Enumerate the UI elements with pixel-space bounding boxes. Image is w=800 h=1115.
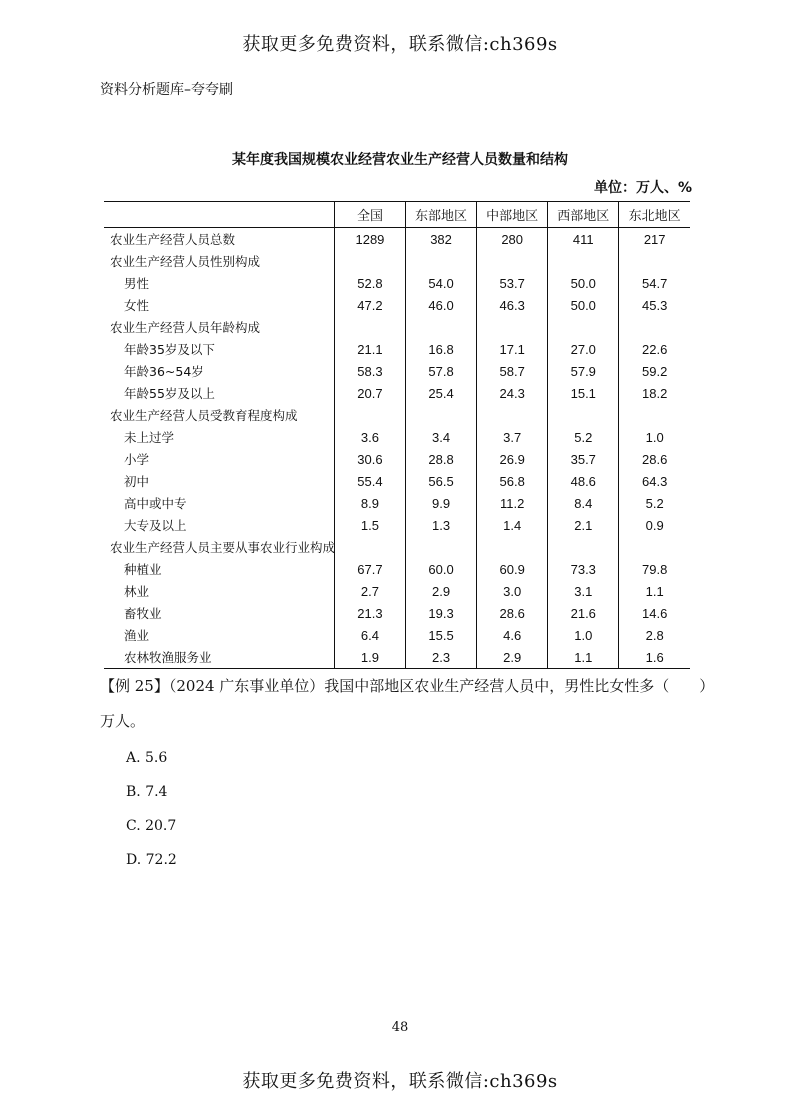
table-cell: 9.9 bbox=[406, 492, 477, 514]
table-cell bbox=[477, 404, 548, 426]
table-cell: 382 bbox=[406, 228, 477, 251]
table-cell bbox=[619, 316, 690, 338]
table-row bbox=[104, 448, 690, 470]
table-row bbox=[104, 646, 690, 669]
page-number: 48 bbox=[391, 1020, 409, 1035]
data-table bbox=[104, 201, 690, 669]
table-cell: 17.1 bbox=[477, 338, 548, 360]
table-cell bbox=[406, 250, 477, 272]
row-label: 种植业 bbox=[124, 562, 162, 577]
table-cell: 1.1 bbox=[619, 580, 690, 602]
table-cell bbox=[548, 250, 619, 272]
column-header bbox=[104, 202, 334, 228]
table-cell bbox=[334, 536, 405, 558]
table-cell: 3.1 bbox=[548, 580, 619, 602]
table-cell bbox=[406, 404, 477, 426]
table-cell: 28.6 bbox=[619, 448, 690, 470]
table-cell: 1289 bbox=[334, 228, 405, 251]
table-row bbox=[104, 580, 690, 602]
table-cell: 45.3 bbox=[619, 294, 690, 316]
table-row bbox=[104, 602, 690, 624]
table-cell: 53.7 bbox=[477, 272, 548, 294]
table-cell: 1.3 bbox=[406, 514, 477, 536]
table-cell: 3.4 bbox=[406, 426, 477, 448]
row-label: 初中 bbox=[124, 474, 150, 489]
table-cell: 2.3 bbox=[406, 646, 477, 669]
table-cell: 28.6 bbox=[477, 602, 548, 624]
table-row bbox=[104, 338, 690, 360]
option-d: D. 72.2 bbox=[126, 852, 177, 868]
table-row bbox=[104, 272, 690, 294]
table-cell: 18.2 bbox=[619, 382, 690, 404]
table-cell bbox=[477, 250, 548, 272]
category-label: 农业生产经营人员受教育程度构成 bbox=[110, 408, 298, 423]
table-row bbox=[104, 360, 690, 382]
option-a: A. 5.6 bbox=[126, 750, 168, 766]
page-header: 资料分析题库–夸夸刷 bbox=[100, 82, 233, 98]
table-cell: 11.2 bbox=[477, 492, 548, 514]
table-cell: 8.4 bbox=[548, 492, 619, 514]
table-row bbox=[104, 250, 690, 272]
table-cell: 4.6 bbox=[477, 624, 548, 646]
row-label: 年龄36~54岁 bbox=[124, 364, 204, 379]
row-label: 年龄35岁及以下 bbox=[124, 342, 215, 357]
table-row bbox=[104, 558, 690, 580]
table-cell: 19.3 bbox=[406, 602, 477, 624]
table-cell: 55.4 bbox=[334, 470, 405, 492]
table-cell: 58.7 bbox=[477, 360, 548, 382]
watermark-bottom: 获取更多免费资料，联系微信:ch369s bbox=[242, 1071, 558, 1092]
table-row bbox=[104, 228, 690, 251]
row-label: 女性 bbox=[124, 298, 150, 313]
table-cell: 56.8 bbox=[477, 470, 548, 492]
table-row bbox=[104, 470, 690, 492]
table-cell: 79.8 bbox=[619, 558, 690, 580]
table-cell: 1.1 bbox=[548, 646, 619, 669]
table-cell: 2.7 bbox=[334, 580, 405, 602]
category-label: 农业生产经营人员性别构成 bbox=[110, 254, 261, 269]
table-cell bbox=[619, 536, 690, 558]
table-title: 某年度我国规模农业经营农业生产经营人员数量和结构 bbox=[232, 152, 568, 168]
table-cell: 60.0 bbox=[406, 558, 477, 580]
table-cell bbox=[548, 404, 619, 426]
table-cell: 217 bbox=[619, 228, 690, 251]
table-cell: 30.6 bbox=[334, 448, 405, 470]
table-cell: 54.7 bbox=[619, 272, 690, 294]
table-cell: 1.6 bbox=[619, 646, 690, 669]
row-label: 林业 bbox=[124, 584, 150, 599]
row-label: 男性 bbox=[124, 276, 150, 291]
table-cell: 2.8 bbox=[619, 624, 690, 646]
table-cell: 56.5 bbox=[406, 470, 477, 492]
table-cell bbox=[477, 536, 548, 558]
table-cell: 35.7 bbox=[548, 448, 619, 470]
table-cell: 46.3 bbox=[477, 294, 548, 316]
table-row bbox=[104, 382, 690, 404]
table-cell: 2.1 bbox=[548, 514, 619, 536]
table-cell: 16.8 bbox=[406, 338, 477, 360]
table-cell: 15.5 bbox=[406, 624, 477, 646]
table-cell bbox=[334, 316, 405, 338]
table-row bbox=[104, 492, 690, 514]
table-cell: 67.7 bbox=[334, 558, 405, 580]
table-cell: 1.9 bbox=[334, 646, 405, 669]
table-cell: 1.0 bbox=[548, 624, 619, 646]
row-label: 年龄55岁及以上 bbox=[124, 386, 215, 401]
table-cell: 21.6 bbox=[548, 602, 619, 624]
table-cell: 3.0 bbox=[477, 580, 548, 602]
table-cell bbox=[406, 316, 477, 338]
column-header: 中部地区 bbox=[477, 202, 548, 228]
table-cell: 28.8 bbox=[406, 448, 477, 470]
table-cell bbox=[477, 316, 548, 338]
table-cell: 0.9 bbox=[619, 514, 690, 536]
watermark-top: 获取更多免费资料，联系微信:ch369s bbox=[242, 34, 558, 55]
table-cell: 59.2 bbox=[619, 360, 690, 382]
table-header-row bbox=[104, 202, 690, 228]
table-cell: 3.7 bbox=[477, 426, 548, 448]
table-cell: 26.9 bbox=[477, 448, 548, 470]
table-cell: 1.0 bbox=[619, 426, 690, 448]
table-row bbox=[104, 514, 690, 536]
table-row bbox=[104, 404, 690, 426]
row-label: 渔业 bbox=[124, 628, 150, 643]
column-header: 全国 bbox=[334, 202, 405, 228]
table-cell: 8.9 bbox=[334, 492, 405, 514]
table-cell: 5.2 bbox=[619, 492, 690, 514]
question-text-continued: 万人。 bbox=[100, 712, 146, 730]
table-row bbox=[104, 624, 690, 646]
row-label: 高中或中专 bbox=[124, 496, 187, 511]
row-label: 农林牧渔服务业 bbox=[124, 650, 212, 665]
table-cell: 5.2 bbox=[548, 426, 619, 448]
table-cell: 2.9 bbox=[406, 580, 477, 602]
table-cell: 50.0 bbox=[548, 272, 619, 294]
category-label: 农业生产经营人员主要从事农业行业构成 bbox=[110, 540, 336, 555]
table-cell: 1.4 bbox=[477, 514, 548, 536]
table-cell bbox=[334, 404, 405, 426]
row-label: 小学 bbox=[124, 452, 150, 467]
table-cell: 73.3 bbox=[548, 558, 619, 580]
table-cell: 57.9 bbox=[548, 360, 619, 382]
table-cell: 25.4 bbox=[406, 382, 477, 404]
column-header: 东北地区 bbox=[619, 202, 690, 228]
table-cell bbox=[619, 250, 690, 272]
table-cell: 21.3 bbox=[334, 602, 405, 624]
table-cell: 64.3 bbox=[619, 470, 690, 492]
table-body bbox=[104, 228, 690, 669]
table-cell: 52.8 bbox=[334, 272, 405, 294]
column-header: 西部地区 bbox=[548, 202, 619, 228]
table-cell: 3.6 bbox=[334, 426, 405, 448]
table-cell: 24.3 bbox=[477, 382, 548, 404]
table-cell bbox=[619, 404, 690, 426]
table-cell: 6.4 bbox=[334, 624, 405, 646]
table-cell: 58.3 bbox=[334, 360, 405, 382]
option-c: C. 20.7 bbox=[126, 818, 177, 834]
table-row bbox=[104, 426, 690, 448]
table-cell: 280 bbox=[477, 228, 548, 251]
table-cell: 22.6 bbox=[619, 338, 690, 360]
table-cell: 48.6 bbox=[548, 470, 619, 492]
option-b: B. 7.4 bbox=[126, 784, 168, 800]
table-cell bbox=[548, 536, 619, 558]
row-label: 农业生产经营人员总数 bbox=[110, 232, 236, 247]
table-cell: 57.8 bbox=[406, 360, 477, 382]
table-row bbox=[104, 294, 690, 316]
table-cell: 60.9 bbox=[477, 558, 548, 580]
table-cell: 411 bbox=[548, 228, 619, 251]
table-cell: 46.0 bbox=[406, 294, 477, 316]
row-label: 畜牧业 bbox=[124, 606, 162, 621]
table-row bbox=[104, 316, 690, 338]
row-label: 未上过学 bbox=[124, 430, 175, 445]
column-header: 东部地区 bbox=[406, 202, 477, 228]
row-label: 大专及以上 bbox=[124, 518, 187, 533]
table-cell: 21.1 bbox=[334, 338, 405, 360]
table-unit: 单位：万人、% bbox=[593, 180, 692, 196]
category-label: 农业生产经营人员年龄构成 bbox=[110, 320, 261, 335]
table-cell bbox=[334, 250, 405, 272]
table-cell: 1.5 bbox=[334, 514, 405, 536]
table-cell: 20.7 bbox=[334, 382, 405, 404]
table-cell: 47.2 bbox=[334, 294, 405, 316]
table-cell bbox=[548, 316, 619, 338]
table-cell: 54.0 bbox=[406, 272, 477, 294]
question-text: 【例 25】（2024 广东事业单位）我国中部地区农业生产经营人员中，男性比女性多（ ） bbox=[100, 677, 715, 695]
table-cell: 15.1 bbox=[548, 382, 619, 404]
table-cell: 14.6 bbox=[619, 602, 690, 624]
table-row bbox=[104, 536, 690, 558]
table-cell: 2.9 bbox=[477, 646, 548, 669]
table-cell: 27.0 bbox=[548, 338, 619, 360]
table-cell: 50.0 bbox=[548, 294, 619, 316]
table-cell bbox=[406, 536, 477, 558]
